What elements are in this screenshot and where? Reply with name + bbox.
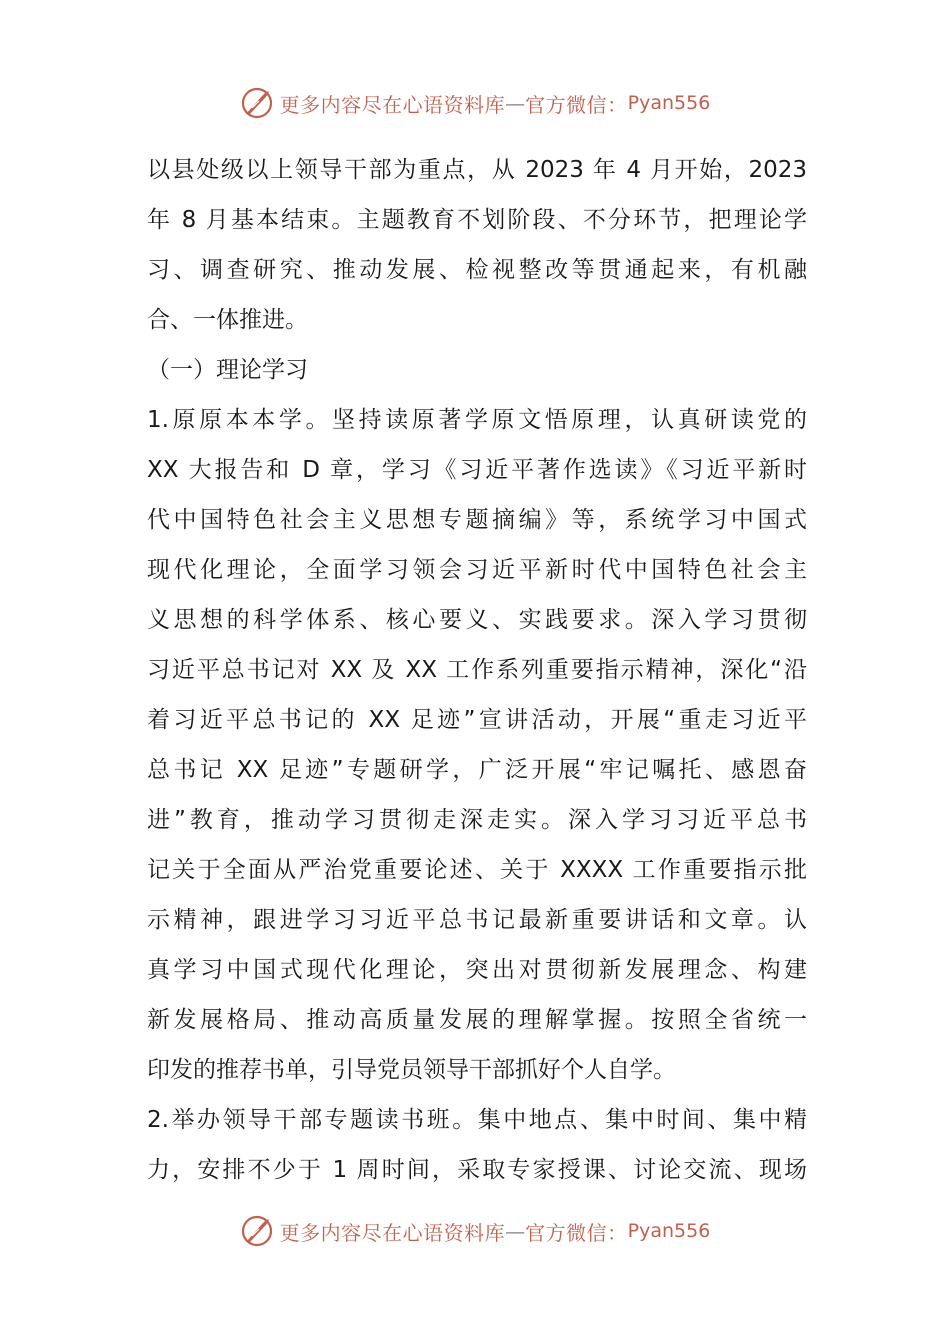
body-line: 以县处级以上领导干部为重点，从 2023 年 4 月开始，2023: [147, 157, 807, 183]
body-line: 记关于全面从严治党重要论述、关于 XXXX 工作重要指示批: [147, 857, 807, 883]
body-line: 合、一体推进。: [147, 307, 308, 333]
body-line: 义思想的科学体系、核心要义、实践要求。深入学习贯彻: [147, 607, 807, 633]
body-line: 习近平总书记对 XX 及 XX 工作系列重要指示精神，深化“沿: [147, 657, 807, 683]
footer-banner: [0, 1211, 950, 1251]
quill-pen-logo-icon: [240, 1214, 274, 1248]
banner-site-text: 更多内容尽在心语资料库: [279, 92, 506, 117]
body-line: 力，安排不少于 1 周时间，采取专家授课、讨论交流、现场: [147, 1157, 807, 1183]
body-line: 代中国特色社会主义思想专题摘编》等，系统学习中国式: [147, 507, 807, 533]
quill-pen-logo-icon: [240, 86, 274, 120]
body-line: XX 大报告和 D 章，学习《习近平著作选读》《习近平新时: [147, 457, 807, 483]
header-banner: [0, 83, 950, 123]
banner-wechat-id: Pyan556: [627, 1220, 711, 1242]
body-line: 新发展格局、推动高质量发展的理解掌握。按照全省统一: [147, 1007, 807, 1033]
body-line: 印发的推荐书单，引导党员领导干部抓好个人自学。: [147, 1057, 676, 1083]
body-line: 示精神，跟进学习习近平总书记最新重要讲话和文章。认: [147, 907, 807, 933]
body-line: 着习近平总书记的 XX 足迹”宣讲活动，开展“重走习近平: [147, 707, 807, 733]
document-body: [147, 145, 807, 1195]
banner-wechat-id: Pyan556: [627, 92, 711, 114]
body-line: 年 8 月基本结束。主题教育不划阶段、不分环节，把理论学: [147, 207, 807, 233]
body-line: 2.举办领导干部专题读书班。集中地点、集中时间、集中精: [147, 1107, 807, 1133]
body-line: 习、调查研究、推动发展、检视整改等贯通起来，有机融: [147, 257, 807, 283]
banner-separator: —: [505, 91, 526, 115]
body-line: 现代化理论，全面学习领会习近平新时代中国特色社会主: [147, 557, 807, 583]
banner-separator: —: [505, 1219, 526, 1243]
banner-wechat-label: 官方微信：: [525, 92, 628, 117]
body-line: 真学习中国式现代化理论，突出对贯彻新发展理念、构建: [147, 957, 807, 983]
body-line: 1.原原本本学。坚持读原著学原文悟原理，认真研读党的: [147, 407, 807, 433]
section-heading: （一）理论学习: [147, 357, 308, 383]
banner-site-text: 更多内容尽在心语资料库: [279, 1220, 506, 1245]
body-line: 进”教育，推动学习贯彻走深走实。深入学习习近平总书: [147, 807, 807, 833]
banner-wechat-label: 官方微信：: [525, 1220, 628, 1245]
body-line: 总书记 XX 足迹”专题研学，广泛开展“牢记嘱托、感恩奋: [147, 757, 807, 783]
